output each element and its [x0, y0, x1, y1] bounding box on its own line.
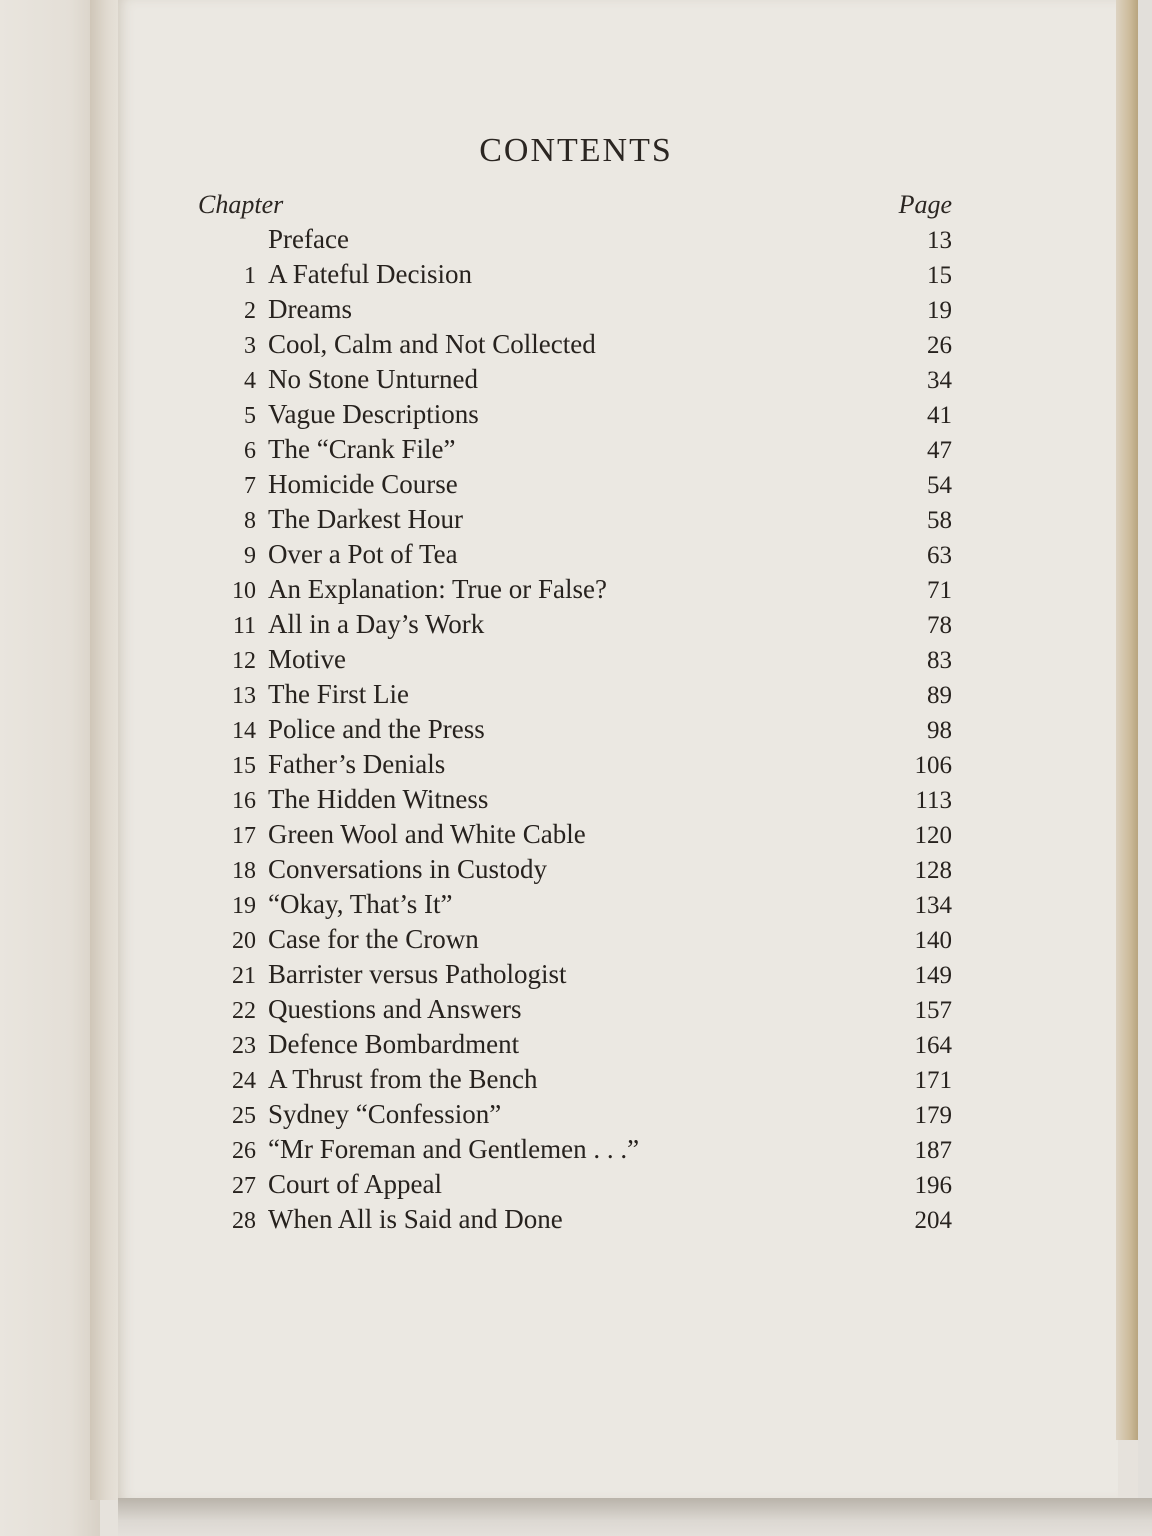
chapter-title: No Stone Unturned — [268, 364, 478, 394]
page-number: 187 — [914, 1137, 952, 1164]
background — [1138, 0, 1152, 1536]
chapter-title: A Thrust from the Bench — [268, 1064, 538, 1094]
chapter-title: Green Wool and White Cable — [268, 819, 586, 849]
chapter-number: 27 — [232, 1173, 256, 1199]
chapter-title: Preface — [268, 224, 349, 254]
chapter-title: A Fateful Decision — [268, 259, 472, 289]
chapter-number: 21 — [232, 963, 256, 989]
contents-entry — [198, 539, 952, 574]
chapter-number: 26 — [232, 1138, 256, 1164]
contents-entry — [198, 469, 952, 504]
chapter-number: 25 — [232, 1103, 256, 1129]
page-number: 26 — [927, 332, 952, 359]
chapter-title: The First Lie — [268, 679, 409, 709]
chapter-number: 11 — [232, 613, 256, 639]
chapter-number: 15 — [232, 753, 256, 779]
page-title: CONTENTS — [479, 132, 673, 169]
page-number: 179 — [914, 1102, 952, 1129]
chapter-number: 4 — [244, 368, 256, 394]
page-number: 98 — [927, 717, 952, 744]
contents-entry — [198, 959, 952, 994]
chapter-title: “Okay, That’s It” — [268, 889, 453, 919]
contents-entry — [198, 574, 952, 609]
contents-entry — [198, 714, 952, 749]
contents-entry — [198, 504, 952, 539]
contents-entry — [198, 1064, 952, 1099]
page-number: 164 — [914, 1032, 952, 1059]
page-number: 19 — [927, 297, 952, 324]
chapter-title: Case for the Crown — [268, 924, 479, 954]
chapter-title: Motive — [268, 644, 346, 674]
contents-entry — [198, 749, 952, 784]
page-number: 134 — [914, 892, 952, 919]
page-number: 34 — [927, 367, 952, 394]
page-number: 204 — [914, 1207, 952, 1234]
chapter-title: Father’s Denials — [268, 749, 446, 779]
contents-entry — [198, 364, 952, 399]
chapter-number: 10 — [232, 578, 256, 604]
page-number: 63 — [927, 542, 952, 569]
chapter-title: Barrister versus Pathologist — [268, 959, 567, 989]
chapter-number: 17 — [232, 823, 256, 849]
contents-entry — [198, 1134, 952, 1169]
contents-entry — [198, 1204, 952, 1239]
page-edge — [1116, 0, 1138, 1440]
page-number: 120 — [914, 822, 952, 849]
contents-entry — [198, 294, 952, 329]
contents-entry — [198, 679, 952, 714]
chapter-number: 14 — [232, 718, 256, 744]
chapter-title: When All is Said and Done — [268, 1204, 563, 1234]
chapter-number: 18 — [232, 858, 256, 884]
chapter-title: Court of Appeal — [268, 1169, 442, 1199]
page-number: 71 — [927, 577, 952, 604]
left-page-edge — [0, 0, 100, 1536]
chapter-number: 5 — [244, 403, 256, 429]
contents-entry — [198, 609, 952, 644]
contents-entry — [198, 259, 952, 294]
page-number: 171 — [914, 1067, 952, 1094]
chapter-number: 1 — [244, 263, 256, 289]
chapter-number: 6 — [244, 438, 256, 464]
chapter-title: Vague Descriptions — [268, 399, 479, 429]
chapter-title: Questions and Answers — [268, 994, 522, 1024]
contents-entry — [198, 329, 952, 364]
chapter-column-header: Chapter — [198, 190, 284, 219]
chapter-title: Over a Pot of Tea — [268, 539, 458, 569]
contents-entry — [198, 1029, 952, 1064]
chapter-number: 24 — [232, 1068, 256, 1094]
chapter-number: 20 — [232, 928, 256, 954]
contents-entry — [198, 784, 952, 819]
contents-entry — [198, 924, 952, 959]
chapter-title: An Explanation: True or False? — [268, 574, 607, 604]
chapter-number: 19 — [232, 893, 256, 919]
contents-entry — [198, 224, 952, 259]
chapter-title: Homicide Course — [268, 469, 458, 499]
chapter-number: 7 — [244, 473, 256, 499]
page-number: 15 — [927, 262, 952, 289]
chapter-number: 12 — [232, 648, 256, 674]
page-number: 113 — [915, 787, 952, 814]
contents-entry — [198, 889, 952, 924]
page-column-header: Page — [898, 190, 952, 219]
page-number: 58 — [927, 507, 952, 534]
chapter-title: “Mr Foreman and Gentlemen . . .” — [268, 1134, 640, 1164]
page-bottom-shadow — [118, 1498, 1152, 1536]
contents-entry — [198, 854, 952, 889]
page-number: 196 — [914, 1172, 952, 1199]
chapter-title: Dreams — [268, 294, 352, 324]
page-number: 13 — [927, 227, 952, 254]
page-number: 83 — [927, 647, 952, 674]
contents-entry — [198, 434, 952, 469]
chapter-number: 8 — [244, 508, 256, 534]
contents-list — [198, 224, 952, 1239]
contents-entry — [198, 399, 952, 434]
page-number: 140 — [914, 927, 952, 954]
chapter-title: The “Crank File” — [268, 434, 456, 464]
chapter-number: 3 — [244, 333, 256, 359]
chapter-title: Sydney “Confession” — [268, 1099, 502, 1129]
page-number: 89 — [927, 682, 952, 709]
page-number: 106 — [914, 752, 952, 779]
chapter-title: The Darkest Hour — [268, 504, 463, 534]
page-number: 128 — [914, 857, 952, 884]
page-number: 54 — [927, 472, 952, 499]
chapter-number: 16 — [232, 788, 256, 814]
contents-entry — [198, 1169, 952, 1204]
page-number: 41 — [927, 402, 952, 429]
chapter-title: Defence Bombardment — [268, 1029, 520, 1059]
chapter-title: The Hidden Witness — [268, 784, 489, 814]
chapter-number: 13 — [232, 683, 256, 709]
chapter-title: All in a Day’s Work — [268, 609, 485, 639]
contents-entry — [198, 644, 952, 679]
chapter-number: 9 — [244, 543, 256, 569]
contents-entry — [198, 1099, 952, 1134]
page-number: 47 — [927, 437, 952, 464]
chapter-title: Conversations in Custody — [268, 854, 548, 884]
chapter-title: Cool, Calm and Not Collected — [268, 329, 596, 359]
chapter-title: Police and the Press — [268, 714, 485, 744]
chapter-number: 23 — [232, 1033, 256, 1059]
page-number: 78 — [927, 612, 952, 639]
chapter-number: 2 — [244, 298, 256, 324]
page-number: 157 — [914, 997, 952, 1024]
contents-entry — [198, 994, 952, 1029]
chapter-number: 22 — [232, 998, 256, 1024]
page-number: 149 — [914, 962, 952, 989]
contents-entry — [198, 819, 952, 854]
chapter-number: 28 — [232, 1208, 256, 1234]
